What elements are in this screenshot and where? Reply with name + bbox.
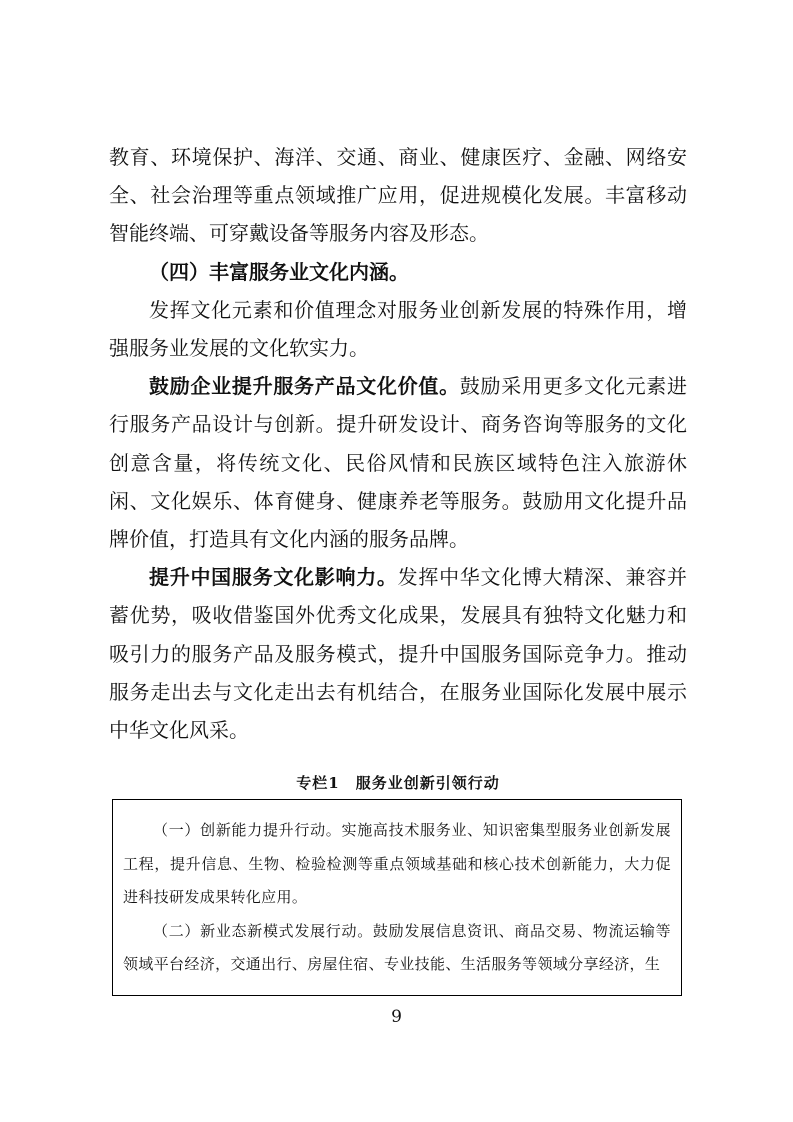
box-item: （二）新业态新模式发展行动。鼓励发展信息资讯、商品交易、物流运输等领域平台经济，交通出行、房屋住宿、专业技能、生活服务等领域分享经济，生 — [123, 921, 671, 973]
paragraph-product-value — [109, 367, 687, 558]
paragraph-influence — [109, 558, 687, 749]
paragraph-intro: 发挥文化元素和价值理念对服务业创新发展的特殊作用，增强服务业发展的文化软实力。 — [109, 297, 687, 361]
paragraph-continued: 教育、环境保护、海洋、交通、商业、健康医疗、金融、网络安全、社会治理等重点领域推广应用，促进规模化发展。丰富移动智能终端、可穿戴设备等服务内容及形态。 — [109, 145, 687, 246]
paragraph-lead: 提升中国服务文化影响力。 — [149, 565, 398, 590]
page-number: 9 — [391, 1007, 402, 1027]
paragraph-lead: 鼓励企业提升服务产品文化价值。 — [149, 374, 460, 399]
paragraph-text: 鼓励采用更多文化元素进行服务产品设计与创新。提升研发设计、商务咨询等服务的文化创意含量，将传统文化、民俗风情和民族区域特色注入旅游休闲、文化娱乐、体育健身、健康养老等服务。鼓励用文化提升品牌价值，打造具有文化内涵的服务品牌。 — [109, 374, 688, 552]
box-item: （一）创新能力提升行动。实施高技术服务业、知识密集型服务业创新发展工程，提升信息、生物、检验检测等重点领域基础和核心技术创新能力，大力促进科技研发成果转化应用。 — [123, 821, 671, 906]
body-text — [109, 138, 687, 749]
column-box — [112, 799, 682, 996]
section-heading: （四）丰富服务业文化内涵。 — [149, 259, 409, 284]
paragraph-text: 发挥中华文化博大精深、兼容并蓄优势，吸收借鉴国外优秀文化成果，发展具有独特文化魅力和吸引力的服务产品及服务模式，提升中国服务国际竞争力。推动服务走出去与文化走出去有机结合，在服务业国际化发展中展示中华文化风采。 — [109, 565, 688, 743]
column-box-title: 专栏1 服务业创新引领行动 — [296, 774, 500, 792]
